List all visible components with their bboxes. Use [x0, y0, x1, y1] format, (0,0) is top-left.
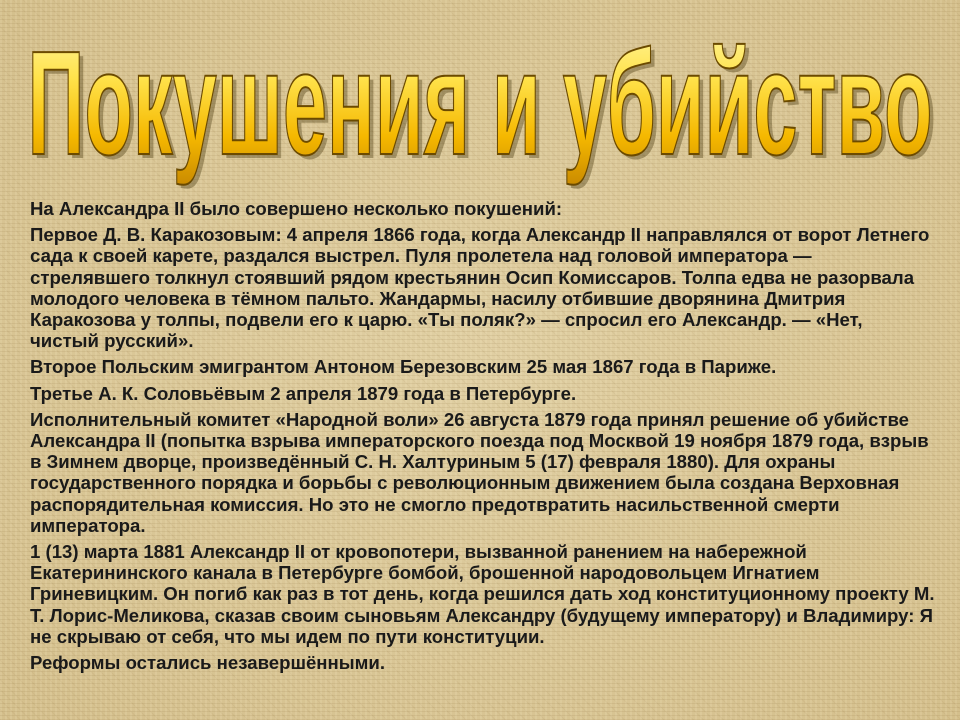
- slide-title-shadow: Покушения и убийство: [31, 25, 937, 190]
- paragraph-second-attempt: Второе Польским эмигрантом Антоном Березовским 25 мая 1867 года в Париже.: [30, 356, 777, 378]
- paragraph-reforms: Реформы остались незавершёнными.: [30, 652, 385, 674]
- slide-body: [30, 198, 935, 678]
- paragraph-first-attempt: Первое Д. В. Каракозовым: 4 апреля 1866 года, когда Александр II направлялся от ворот Летнего сада к своей карете, раздался выстрел. Пуля пролетела над головой императора — стрелявшего толкнул стоявший рядом крестьянин Осип Комиссаров. Толпа едва не разорвала молодого человека в тёмном пальто. Жандармы, насилу отбившие дворянина Дмитрия Каракозова у толпы, подвели его к царю. «Ты поляк?» — спросил его Александр. — «Нет, чистый русский».: [30, 224, 930, 352]
- paragraph-intro: На Александра II было совершено несколько покушений:: [30, 198, 563, 219]
- paragraph-third-attempt: Третье А. К. Соловьёвым 2 апреля 1879 года в Петербурге.: [30, 382, 577, 404]
- slide-title: [0, 0, 960, 200]
- paragraph-assassination: 1 (13) марта 1881 Александр II от кровопотери, вызванной ранением на набережной Екатерининского канала в Петербурге бомбой, брошенной народовольцем Игнатием Гриневицким. Он погиб как раз в тот день, когда решился дать ход конституционному проекту М. Т. Лорис-Меликова, сказав своим сыновьям Александру (будущему императору) и Владимиру: Я не скрываю от себя, что мы идем по пути конституции.: [30, 541, 935, 647]
- paragraph-narodnaya-volya: Исполнительный комитет «Народной воли» 26 августа 1879 года принял решение об убийстве Александра II (попытка взрыва императорского поезда под Москвой 19 ноября 1879 года, взрыв в Зимнем дворце, произведённый С. Н. Халтуриным 5 (17) февраля 1880). Для охраны государственного порядка и борьбы с революционным движением была создана Верховная распорядительная комиссия. Но это не смогло предотвратить насильственной смерти императора.: [30, 408, 929, 536]
- slide-title-text: Покушения и убийство: [27, 21, 933, 186]
